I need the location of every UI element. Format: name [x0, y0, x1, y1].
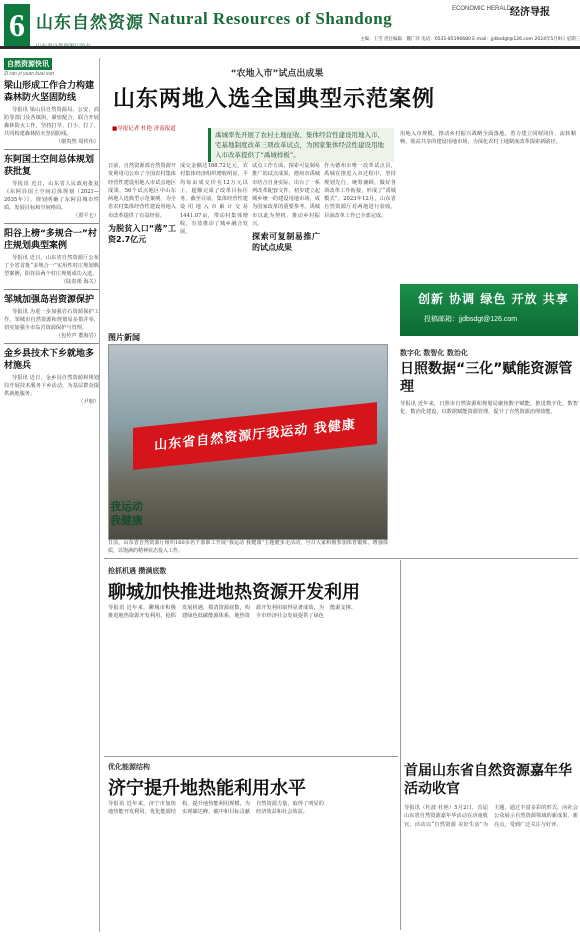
brief-item [4, 294, 99, 339]
brief-item [4, 348, 99, 405]
section-title: 山东自然资源 [36, 13, 144, 33]
data-gov-body: 导报讯 近年来，日照市自然资源和规划局聚焦数字赋能，推进数字化、数智化、数治化建设，以数据赋能资源管理，提升了自然资源治理效能。 [400, 401, 578, 416]
brief-title: 金乡县技术下乡就地多材施兵 [4, 349, 95, 371]
brief-title: 阳谷上榜“多规合一”村庄规划典型案例 [4, 229, 97, 251]
divider [4, 343, 99, 344]
lead-column-1 [108, 162, 176, 328]
brief-author: （陆春蕾 海关） [61, 279, 99, 285]
brief-item [4, 228, 99, 285]
data-gov-kicker: 数字化 数智化 数治化 [400, 349, 468, 357]
section3-body: 导报讯 近年来，济宁市加快地热能开发利用，优化能源结构，提升地热能利用规模，为实现碳达峰、碳中和目标贡献自然资源力量，取得了明显的经济效益和社会效益。 [108, 801, 324, 816]
section3-kicker: 优化能源结构 [108, 763, 150, 771]
edition-info: 主编：王雪 责任编辑：魏广萍 电话：0531-85196680 E-mail：jjdbsdgt@126.com 2024年5月9日 星期三 [360, 37, 580, 42]
brief-body: 导报讯 梁山县自然资源局、公安、消防等部门及各镇街，紧密配合，联合开展森林防火工作，坚持打早、打小、打了，共同构建森林防火坚固防线。 [4, 107, 99, 137]
pull-quote: 禹城率先开展了农村土地征收、集体经营性建设用地入市、宅基地制度改革三项改革试点，为国家集体经营性建设用地入市改革提供了“禹城样板”。 [208, 128, 394, 162]
divider [4, 289, 99, 290]
divider [104, 558, 578, 559]
news-photo [108, 344, 388, 540]
divider [104, 756, 398, 757]
lead-subhead: 为脱贫入口“落”工资2.7亿元 [108, 224, 176, 245]
section3-headline: 济宁提升地热能利用水平 [108, 778, 306, 799]
slogan-banner [400, 284, 578, 336]
photo-banner: 山东省自然资源厅我运动 我健康 [133, 402, 377, 470]
brief-body: 导报讯 近日，山东省自然资源厅公布了全省首批“多规合一”实用性村庄规划典型案例，阳谷县两个村庄规划成功入选。 [4, 255, 99, 277]
lead-column-4: 作为德州市唯一改革试点县，禹城在推进入市过程中，坚持规划先行，统筹兼顾，做好各项改革工作衔接，形成了“禹城模式”。2023年12月，山东省自然资源厅对两地进行验收，目前改革工作已全部完成。 [324, 163, 396, 219]
news-brief-column [4, 58, 100, 932]
column-tag: 自然资源快讯 [4, 58, 52, 70]
brief-author: （尹朋） [78, 399, 99, 405]
section4-body: 导报讯（杜波 杜艳）5月2日，首届山东省自然资源嘉年华活动在济南收官。活动以“自然资源 美好生活”为主题，通过丰富多彩的形式，向社会公众展示自然资源领域的新成果、新亮点，受到广泛关注与好评。 [404, 805, 578, 828]
brief-item [4, 80, 99, 145]
lead-text: 日前，自然资源部自然资源开发利用司公布了全国农村集体经营性建设用地入市试点地区成果，56个试点地区中山东两地人选典型示范案例，为全省农村集体经营性建设用地入市改革提供了有益经验。 [108, 163, 176, 219]
brief-body: 导报讯 近日，金乡县自然资源和规划局开展技术服务下乡活动，为基层群众提供就地服务。 [4, 375, 99, 397]
brief-body: 导报讯 为进一步加强岩石资源保护工作，邹城市自然资源和规划局多措并举，切实加强全市岛岩资源保护与管理。 [4, 309, 99, 331]
lead-subhead: 探索可复制易推广的试点成果 [252, 232, 320, 253]
lead-column-3 [252, 162, 320, 328]
brief-title: 东阿国土空间总体规划获批复 [4, 155, 95, 177]
header-rule [0, 46, 580, 49]
section2-kicker: 抢抓机遇 攒满底数 [108, 567, 167, 575]
photo-caption: 日前，山东省自然资源厅组织160余名干部职工开展“我运动 我健康”主题健步走活动，号召大家积极参加体育锻炼，增强体质，以饱满的精神状态投入工作。 [108, 540, 388, 554]
brief-title: 邹城加强岛岩资源保护 [4, 295, 95, 305]
paper-name: 经济导报 [510, 7, 550, 18]
section4-headline: 首届山东省自然资源嘉年华活动收官 [404, 763, 572, 797]
divider [4, 149, 99, 150]
brief-title: 梁山形成工作合力构建森林防火坚固防线 [4, 81, 95, 103]
divider [4, 223, 99, 224]
lead-byline: ■导报记者 杜艳 济南报道 [112, 126, 176, 132]
column-tag-en: Zi ran zi yuan kuai xun [4, 71, 55, 77]
paper-name-en: ECONOMIC HERALD [452, 6, 512, 12]
section2-headline: 聊城加快推进地热资源开发利用 [108, 582, 360, 603]
data-gov-headline: 日照数据“三化”赋能资源管理 [400, 361, 573, 395]
photo-news-label: 图片新闻 [108, 333, 140, 342]
brief-author: （谢贵然 周传伟） [55, 139, 99, 145]
submission-email: 投稿邮箱：jjdbsdgt@126.com [424, 316, 518, 323]
photo-tagline: 我运动 我健康 [110, 500, 143, 527]
brief-body: 导报讯 近日，山东省人民政府批复《东阿县国土空间总体规划（2021—2035年）》。规划明确了东阿县城市性质、发展目标和空间格局。 [4, 181, 99, 211]
section2-body: 导报讯 近年来，聊城市积极推进地热资源开发利用，抢抓发展机遇，摸清资源底数，构建绿色低碳能源体系，地热资源开发利用取得显著成效，为全市经济社会发展提供了绿色能源支撑。 [108, 605, 356, 620]
brief-author: （包传声 董海岩） [55, 333, 99, 339]
brief-author: （贾平仑） [73, 213, 99, 219]
section-title-en: Natural Resources of Shandong [148, 9, 393, 28]
masthead [0, 0, 580, 54]
lead-column-2: 成交金额达188.72亿元，农村集体经济组织增收明显，平均每亩成交价在12万元以上，超额完成了改革目标任务。截至目前，集体经营性建设用地入市累计交易1441.07亩，带动村集体增收，有效推动了城乡融合发展。 [180, 163, 248, 236]
lead-column-5: 用地入市规模，推动乡村振兴战略全面落地。着力建立同权同价、流转顺畅、收益共享的建设用地市场，为深化农村土地制度改革探索新路径。 [400, 131, 576, 146]
slogan: 创新 协调 绿色 开放 共享 [418, 292, 569, 306]
lead-headline: 山东两地入选全国典型示范案例 [112, 87, 435, 112]
column-rule [400, 560, 401, 930]
brief-item [4, 154, 99, 219]
lead-text: 试点工作方面，探索可复制易推广的试点成果，德州市禹城市结合自身实际，出台了一系列改革配套文件，初步建立起城乡统一的建设用地市场，成为国家改革的重要参考。禹城市以此为契机，推动乡村振兴。 [252, 163, 320, 228]
lead-kicker: “农地入市”试点出成果 [230, 69, 324, 79]
page-number: 6 [4, 4, 30, 46]
